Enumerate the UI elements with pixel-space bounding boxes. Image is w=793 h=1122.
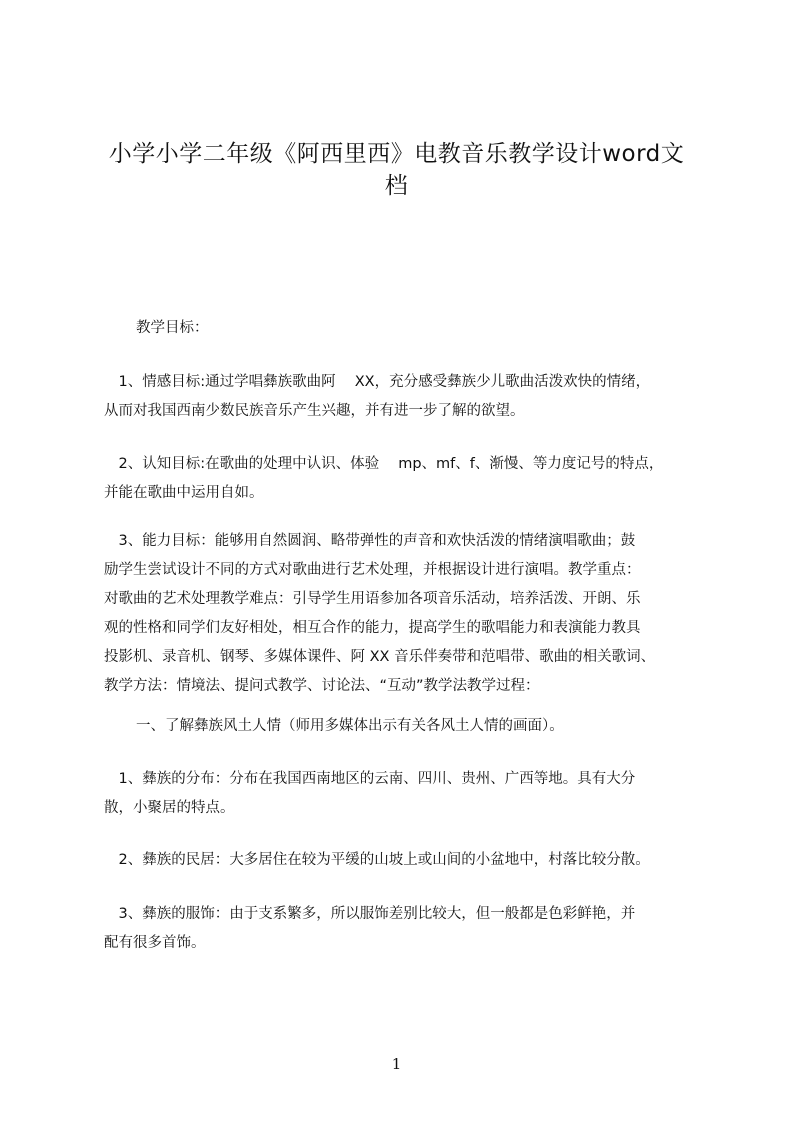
page-number: 1 xyxy=(391,1055,402,1073)
paragraph-line: 1、情感目标:通过学唱彝族歌曲阿 XX，充分感受彝族少儿歌曲活泼欢快的情绪， xyxy=(104,374,651,390)
objectives-heading xyxy=(136,314,746,343)
paragraph-line: 并能在歌曲中运用自如。 xyxy=(104,485,264,501)
paragraph-line: 2、彝族的民居：大多居住在较为平缓的山坡上或山间的小盆地中，村落比较分散。 xyxy=(104,852,650,868)
objective-cognition xyxy=(104,450,714,508)
document-title xyxy=(80,138,713,202)
paragraph-line: 对歌曲的艺术处理教学难点：引导学生用语参加各项音乐活动，培养活泼、开朗、乐 xyxy=(104,591,641,607)
objectives-heading-text: 教学目标： xyxy=(136,320,209,336)
paragraph-line: 从而对我国西南少数民族音乐产生兴趣，并有进一步了解的欲望。 xyxy=(104,403,525,419)
paragraph-line: 3、能力目标：能够用自然圆润、略带弹性的声音和欢快活泼的情绪演唱歌曲；鼓 xyxy=(104,533,636,549)
paragraph-line: 观的性格和同学们友好相处，相互合作的能力，提高学生的歌唱能力和表演能力教具 xyxy=(104,620,641,636)
item-dwelling xyxy=(104,846,714,875)
paragraph-line: 1、彝族的分布：分布在我国西南地区的云南、四川、贵州、广西等地。具有大分 xyxy=(104,771,636,787)
objective-emotion xyxy=(104,368,714,426)
paragraph-line: 2、认知目标:在歌曲的处理中认识、体验 mp、mf、f、渐慢、等力度记号的特点， xyxy=(104,456,664,472)
item-distribution xyxy=(104,765,714,823)
objective-ability xyxy=(104,527,714,701)
paragraph-line: 配有很多首饰。 xyxy=(104,935,206,951)
title-line-2: 档 xyxy=(384,173,409,199)
section-heading xyxy=(136,712,746,741)
paragraph-line: 3、彝族的服饰：由于支系繁多，所以服饰差别比较大，但一般都是色彩鲜艳，并 xyxy=(104,906,636,922)
paragraph-line: 散，小聚居的特点。 xyxy=(104,800,235,816)
paragraph-line: 教学方法：情境法、提问式教学、讨论法、“互动”教学法教学过程： xyxy=(104,678,540,694)
paragraph-line: 励学生尝试设计不同的方式对歌曲进行艺术处理，并根据设计进行演唱。教学重点： xyxy=(104,562,641,578)
item-clothing xyxy=(104,900,714,958)
title-line-1: 小学小学二年级《阿西里西》电教音乐教学设计word文 xyxy=(108,141,685,167)
section-heading-text: 一、了解彝族风土人情（师用多媒体出示有关各风土人情的画面）。 xyxy=(136,718,564,734)
paragraph-line: 投影机、录音机、钢琴、多媒体课件、阿 XX 音乐伴奏带和范唱带、歌曲的相关歌词、 xyxy=(104,649,656,665)
